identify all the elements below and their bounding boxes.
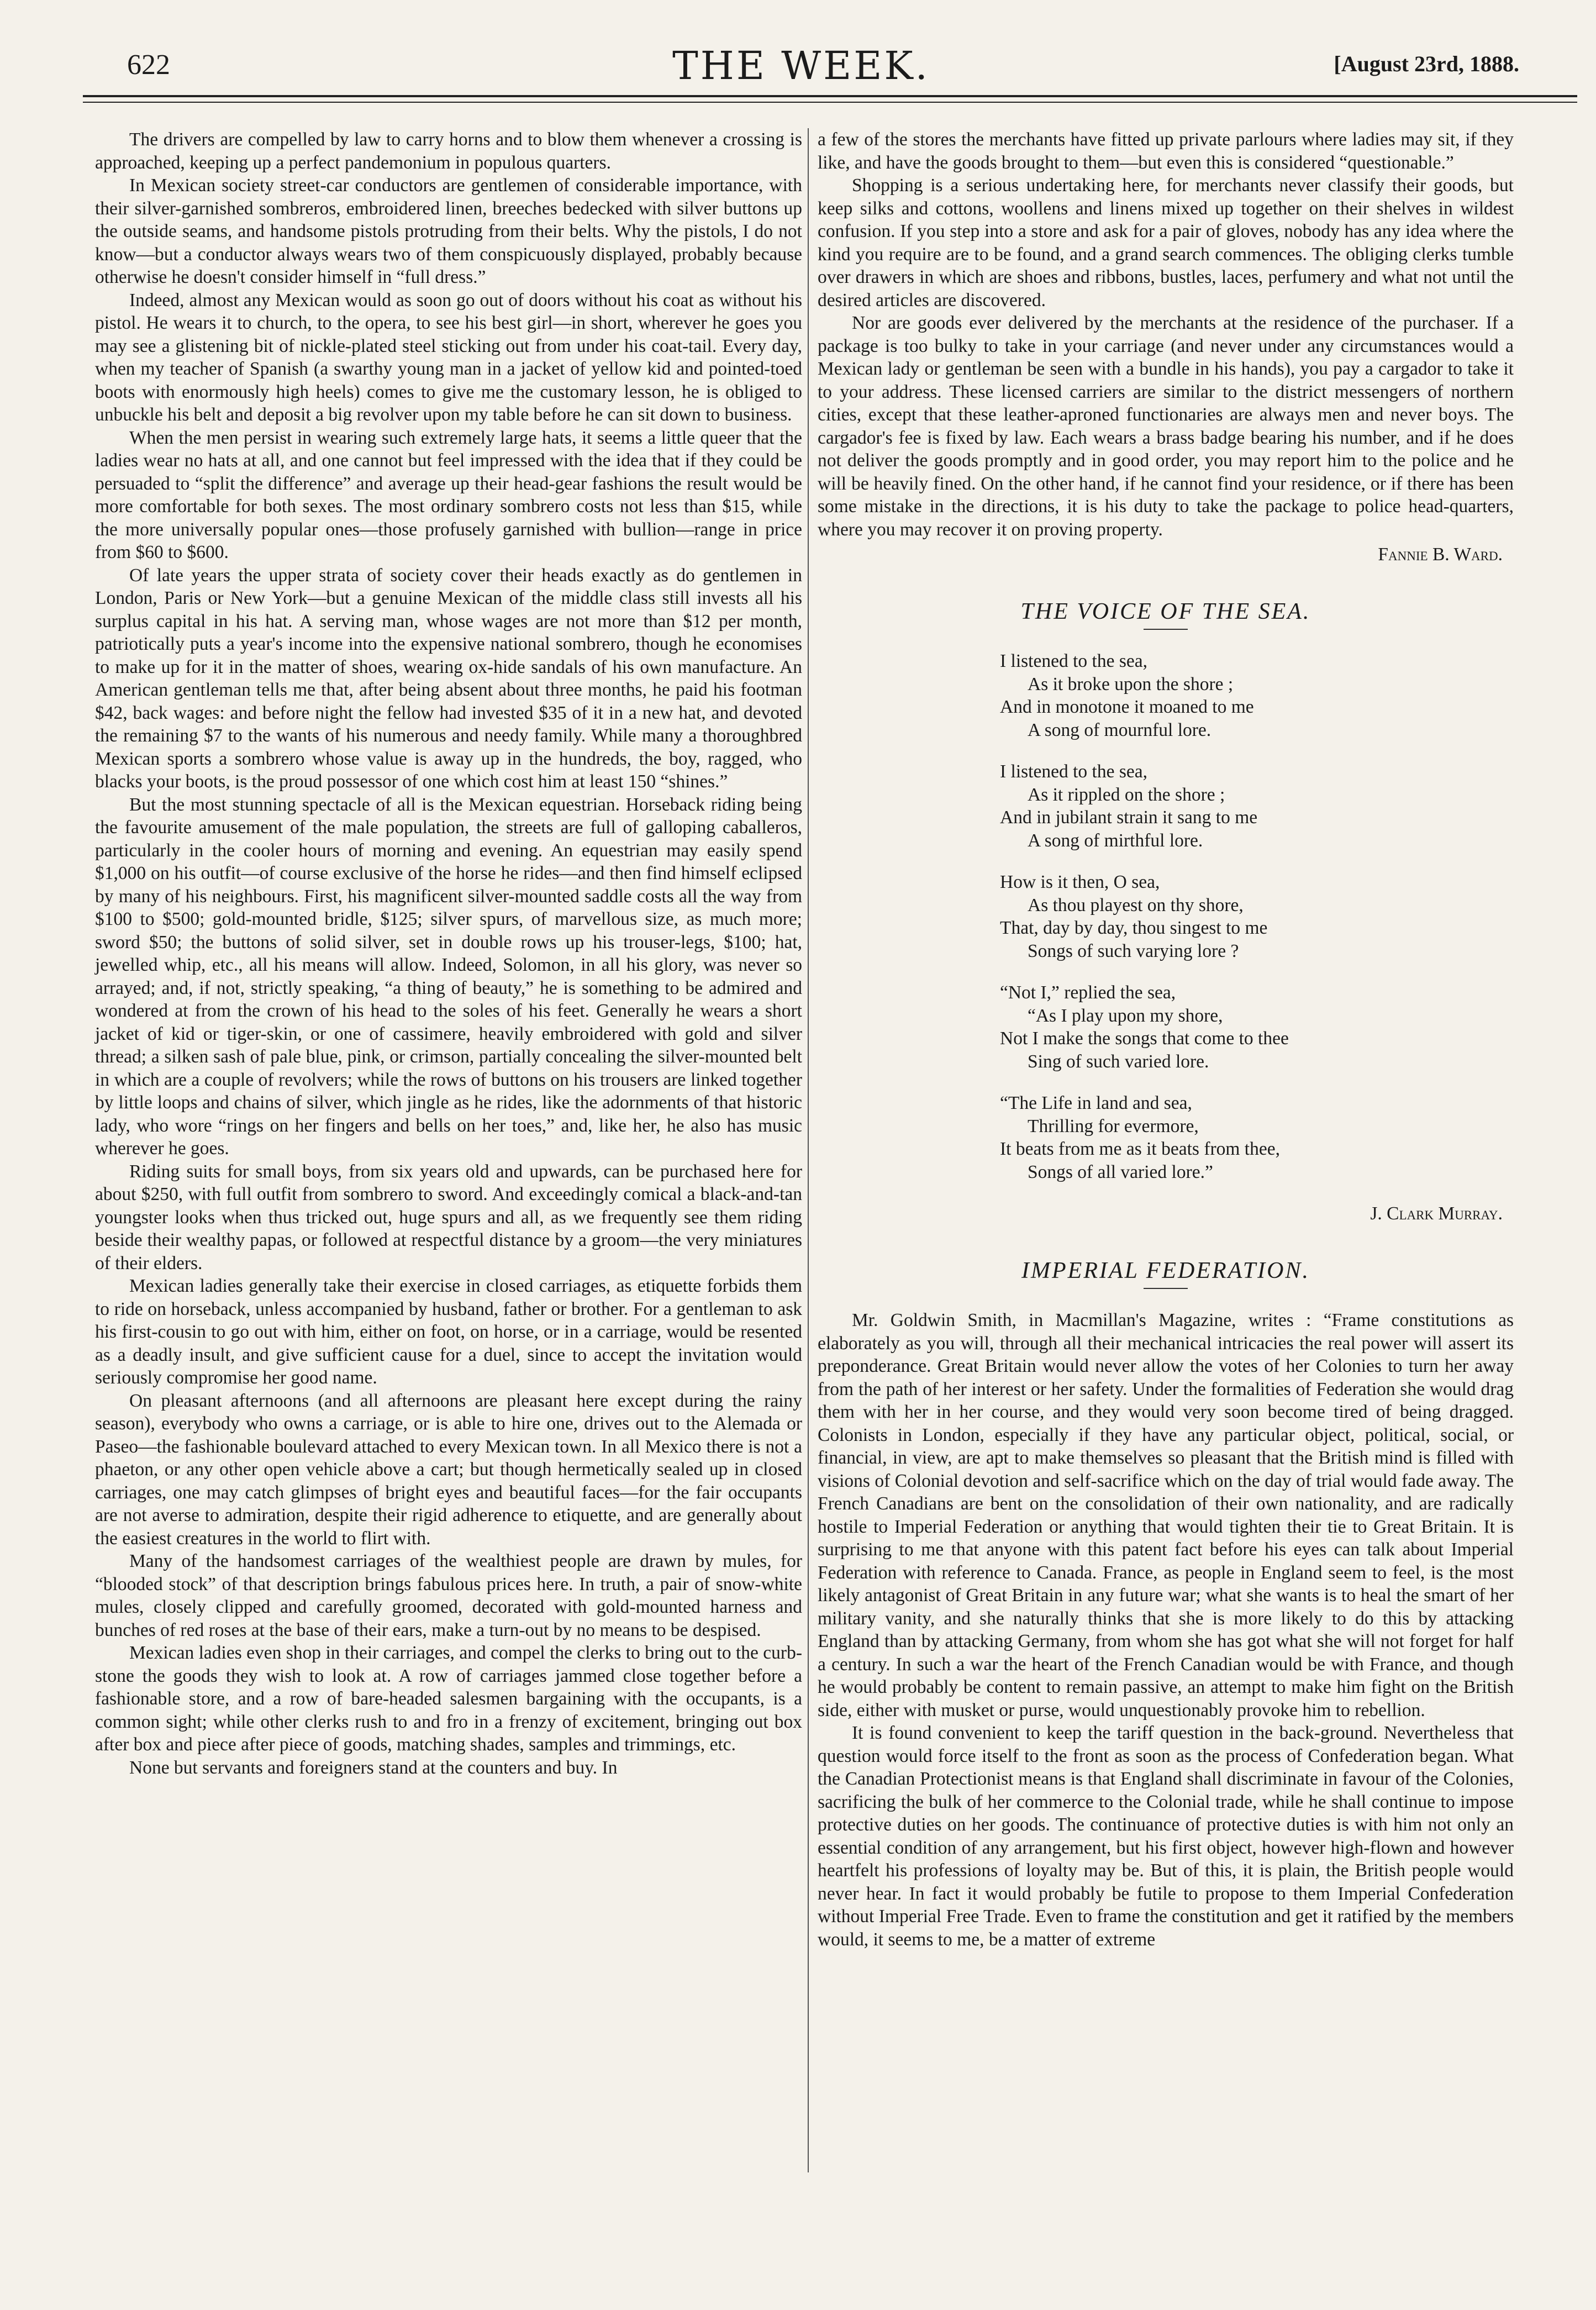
paragraph: Nor are goods ever delivered by the merchants at the residence of the purchaser. If a package is too bulky to take in your carriage (and never under any circumstances would a Mexican lady or gentleman be seen with a bundle in his hands), you pay a cargador to take it to your address. These licensed carriers are similar to the district messengers of northern cities, except that these leather-aproned functionaries are always men and never boys. The cargador's fee is fixed by law. Each wears a brass badge bearing his number, and if he does not deliver the goods promptly and in good order, you may report him to the police and he will be heavily fined. On the other hand, if he cannot find your residence, or if there has been some mistake in the directions, it is his duty to take the package to police head-quarters, where you may recover it on proving property. bbox=[818, 313, 1514, 540]
poem-line: “The Life in land and sea, bbox=[1000, 1093, 1192, 1113]
poem-line: I listened to the sea, bbox=[1000, 651, 1147, 671]
poem-line: A song of mournful lore. bbox=[1028, 719, 1212, 740]
paragraph: In Mexican society street-car conductors are gentlemen of considerable importance, with their silver-garnished sombreros, embroidered linen, breeches bedecked with silver buttons up the outside seams, and handsome pistols protruding from their belts. Why the pistols, I do not know—but a conductor always wears two of them conspicuously displayed, probably because otherwise he doesn't consider himself in “full dress.” bbox=[95, 175, 802, 287]
paragraph: When the men persist in wearing such extremely large hats, it seems a little queer that the ladies wear no hats at all, and one cannot but feel impressed with the idea that if they could be persuaded to “split the difference” and average up their head-gear fashions the result would be more comfortable for both sexes. The most ordinary sombrero costs not less than $15, while the more universally popular ones—those profusely garnished with bullion—range in price from $60 to $600. bbox=[95, 427, 802, 562]
header-rule-thin bbox=[83, 102, 1577, 103]
poem-line: Songs of all varied lore.” bbox=[1028, 1161, 1213, 1182]
poem-line: How is it then, O sea, bbox=[1000, 872, 1160, 892]
title-rule bbox=[1144, 1288, 1188, 1289]
article-signature: Fannie B. Ward. bbox=[1378, 544, 1503, 565]
poem-line: And in jubilant strain it sang to me bbox=[1000, 807, 1258, 828]
masthead: THE WEEK. bbox=[672, 43, 930, 88]
poem-line: A song of mirthful lore. bbox=[1028, 830, 1203, 851]
issue-date: [August 23rd, 1888. bbox=[1334, 51, 1519, 76]
paragraph: a few of the stores the merchants have fitted up private parlours where ladies may sit, if they like, and have the goods brought to them—but even this is considered “questionable.” bbox=[818, 129, 1514, 173]
left-column bbox=[95, 128, 802, 1779]
poem-line: Songs of such varying lore ? bbox=[1028, 940, 1239, 961]
paragraph: Mexican ladies even shop in their carriages, and compel the clerks to bring out to the curb-stone the goods they wish to look at. A row of carriages jammed close together before a fashionable store, and a row of bare-headed salesmen bargaining with the occupants, is a common sight; while other clerks rush to and fro in a frenzy of excitement, bringing out box after box and piece after piece of goods, matching shades, samples and trimmings, etc. bbox=[95, 1643, 802, 1755]
poem-line: As it broke upon the shore ; bbox=[1028, 673, 1234, 694]
paragraph: The drivers are compelled by law to carry horns and to blow them whenever a crossing is approached, keeping up a perfect pandemonium in populous quarters. bbox=[95, 129, 802, 173]
column-divider bbox=[808, 128, 809, 2172]
poem-line: Sing of such varied lore. bbox=[1028, 1051, 1209, 1072]
poem-stanza bbox=[1000, 871, 1514, 962]
imperial-federation-article bbox=[818, 1309, 1514, 1951]
poem-line: “Not I,” replied the sea, bbox=[1000, 982, 1176, 1003]
header-rule-thick bbox=[83, 95, 1577, 97]
poem-line: As it rippled on the shore ; bbox=[1028, 784, 1225, 805]
poem-line: And in monotone it moaned to me bbox=[1000, 697, 1254, 717]
poem-stanza bbox=[1000, 1092, 1514, 1183]
poem-stanza bbox=[1000, 760, 1514, 852]
page-number: 622 bbox=[127, 49, 170, 81]
poem-line: That, day by day, thou singest to me bbox=[1000, 918, 1268, 938]
paragraph: Many of the handsomest carriages of the wealthiest people are drawn by mules, for “blooded stock” of that description brings fabulous prices here. In truth, a pair of snow-white mules, closely clipped and carefully groomed, decorated with gold-mounted harness and bunches of red roses at the base of their ears, make a turn-out by no means to be despised. bbox=[95, 1551, 802, 1640]
poem-title: THE VOICE OF THE SEA. bbox=[1020, 598, 1311, 624]
paragraph: Indeed, almost any Mexican would as soon go out of doors without his coat as without his pistol. He wears it to church, to the opera, to see his best girl—in short, wherever he goes you may see a glistening bit of nickle-plated steel sticking out from under his coat-tail. Every day, when my teacher of Spanish (a swarthy young man in a jacket of yellow kid and pointed-toed boots with enormously high heels) comes to give me the customary lesson, he is obliged to unbuckle his belt and deposit a big revolver upon my table before he can sit down to business. bbox=[95, 290, 802, 425]
paragraph: But the most stunning spectacle of all is the Mexican equestrian. Horseback riding being the favourite amusement of the male population, the streets are full of galloping caballeros, particularly in the cooler hours of morning and evening. An equestrian may easily spend $1,000 on his outfit—of course exclusive of the horse he rides—and then find himself eclipsed by many of his neighbours. First, his magnificent silver-mounted saddle costs all the way from $100 to $500; gold-mounted bridle, $125; silver spurs, of marvellous size, as much more; sword $50; the buttons of solid silver, set in double rows up his trouser-legs, $100; hat, jewelled whip, etc., all his means will allow. Indeed, Solomon, in all his glory, was never so arrayed; and, if not, strictly speaking, “a thing of beauty,” he is something to be admired and wondered at from the crown of his head to the soles of his feet. Generally he wears a short jacket of kid or tiger-skin, or one of cassimere, heavily embroidered with gold and silver thread; a silken sash of pale blue, pink, or crimson, partially concealing the silver-mounted belt in which are a couple of revolvers; while the rows of buttons on his trousers are linked together by little loops and chains of silver, which jingle as he rides, like the adornments of that historic lady, who wore “rings on her fingers and bells on her toes,” and, like her, he also has music wherever he goes. bbox=[95, 794, 802, 1159]
paragraph: Mexican ladies generally take their exercise in closed carriages, as etiquette forbids them to ride on horseback, unless accompanied by husband, father or brother. For a gentleman to ask his first-cousin to go out with him, either on foot, on horse, or in a carriage, would be resented as a deadly insult, and give sufficient cause for a duel, since to accept the invitation would seriously compromise her good name. bbox=[95, 1276, 802, 1388]
poem-line: It beats from me as it beats from thee, bbox=[1000, 1139, 1280, 1159]
shopping-article-continuation bbox=[818, 128, 1514, 541]
poem-line: Not I make the songs that come to thee bbox=[1000, 1028, 1289, 1049]
title-rule bbox=[1144, 629, 1188, 630]
poem-stanza bbox=[1000, 650, 1514, 741]
poem-line: I listened to the sea, bbox=[1000, 761, 1147, 782]
paragraph: Riding suits for small boys, from six years old and upwards, can be purchased here for about $250, with full outfit from sombrero to sword. And exceedingly comical a black-and-tan youngster looks when thus tricked out, huge spurs and all, as we frequently see them riding beside their wealthy papas, or followed at respectful distance by a groom—the very miniatures of their elders. bbox=[95, 1161, 802, 1274]
poem-line: “As I play upon my shore, bbox=[1028, 1005, 1223, 1026]
paragraph: Shopping is a serious undertaking here, for merchants never classify their goods, but keep silks and cottons, woollens and linens mixed up together on their shelves in wildest confusion. If you step into a store and ask for a pair of gloves, nobody has any idea where the kind you require are to be found, and a grand search commences. The obliging clerks tumble over drawers in which are shoes and ribbons, bustles, laces, perfumery and what not until the desired articles are discovered. bbox=[818, 175, 1514, 311]
poem-line: As thou playest on thy shore, bbox=[1028, 894, 1244, 915]
paragraph: It is found convenient to keep the tariff question in the back-ground. Nevertheless that question would force itself to the front as soon as the process of Confederation began. What the Canadian Protectionist means is that England shall discriminate in favour of the Colonies, sacrificing the bulk of her commerce to the Colonial trade, while he shall continue to impose protective duties on her goods. The continuance of protective duties is with him not only an essential condition of any arrangement, but his first object, however high-flown and however heartfelt his professions of loyalty may be. But of this, it is plain, the British people would never hear. In fact it would probably be futile to propose to them Imperial Confederation without Imperial Free Trade. Even to frame the constitution and get it ratified by the members would, it seems to me, be a matter of extreme bbox=[818, 1723, 1514, 1950]
poem-stanza bbox=[1000, 981, 1514, 1073]
paragraph: Of late years the upper strata of society cover their heads exactly as do gentlemen in London, Paris or New York—but a genuine Mexican of the middle class still invests all his surplus capital in his hat. A serving man, whose wages are not more than $12 per month, patriotically puts a year's income into the expensive national sombrero, though he economises to make up for it in the matter of shoes, wearing ox-hide sandals of his own manufacture. An American gentleman tells me that, after being absent about three months, he paid his footman $42, back wages: and before night the fellow had invested $35 of it in a new hat, and devoted the remaining $7 to the wants of his numerous and needy family. While many a thoroughbred Mexican sports a sombrero whose value is away up in the hundreds, the boy, ragged, who blacks your boots, is the proud possessor of one which cost him at least 150 “shines.” bbox=[95, 565, 802, 792]
poem-body bbox=[818, 650, 1514, 1183]
paragraph: Mr. Goldwin Smith, in Macmillan's Magazine, writes : “Frame constitutions as elaborately as you will, through all their mechanical intricacies the real power will assert its preponderance. Great Britain would never allow the votes of her Colonies to turn her away from the path of her interest or her safety. Under the formalities of Federation she would drag them with her in her course, and they would very soon become tired of being dragged. Colonists in London, especially if they have any particular object, political, social, or financial, in view, are apt to make themselves so pleasant that the British mind is filled with visions of Colonial devotion and self-sacrifice which on the day of trial would fade away. The French Canadians are bent on the consolidation of their own nationality, and are radically hostile to Imperial Federation or anything that would tighten their tie to Great Britain. It is surprising to me that anyone with this patent fact before his eyes can talk about Imperial Federation with reference to Canada. France, as people in England seem to feel, is the most likely antagonist of Great Britain in any future war; what she wants is to heal the smart of her military vanity, and she naturally thinks that she is more likely to do this by attacking England than by attacking Germany, from whom she has got what she will not forget for half a century. In such a war the heart of the French Canadian would be with France, and though he would probably be content to remain passive, an attempt to make him fight on the British side, either with musket or purse, would unquestionably provoke him to rebellion. bbox=[818, 1310, 1514, 1720]
imperial-federation-title: IMPERIAL FEDERATION. bbox=[1021, 1257, 1310, 1283]
paragraph: On pleasant afternoons (and all afternoons are pleasant here except during the rainy season), everybody who owns a carriage, or is able to hire one, drives out to the Alemada or Paseo—the fashionable boulevard attached to every Mexican town. In all Mexico there is not a phaeton, or any other open vehicle above a cart; but though hermetically sealed up in closed carriages, one may catch glimpses of bright eyes and beautiful faces—for the fair occupants are not averse to admiration, despite their rigid adherence to etiquette, and are generally about the easiest creatures in the world to flirt with. bbox=[95, 1390, 802, 1549]
right-column bbox=[818, 128, 1514, 1951]
poem-author: J. Clark Murray. bbox=[1370, 1203, 1503, 1224]
paragraph: None but servants and foreigners stand at the counters and buy. In bbox=[129, 1757, 618, 1778]
poem-line: Thrilling for evermore, bbox=[1028, 1115, 1199, 1136]
